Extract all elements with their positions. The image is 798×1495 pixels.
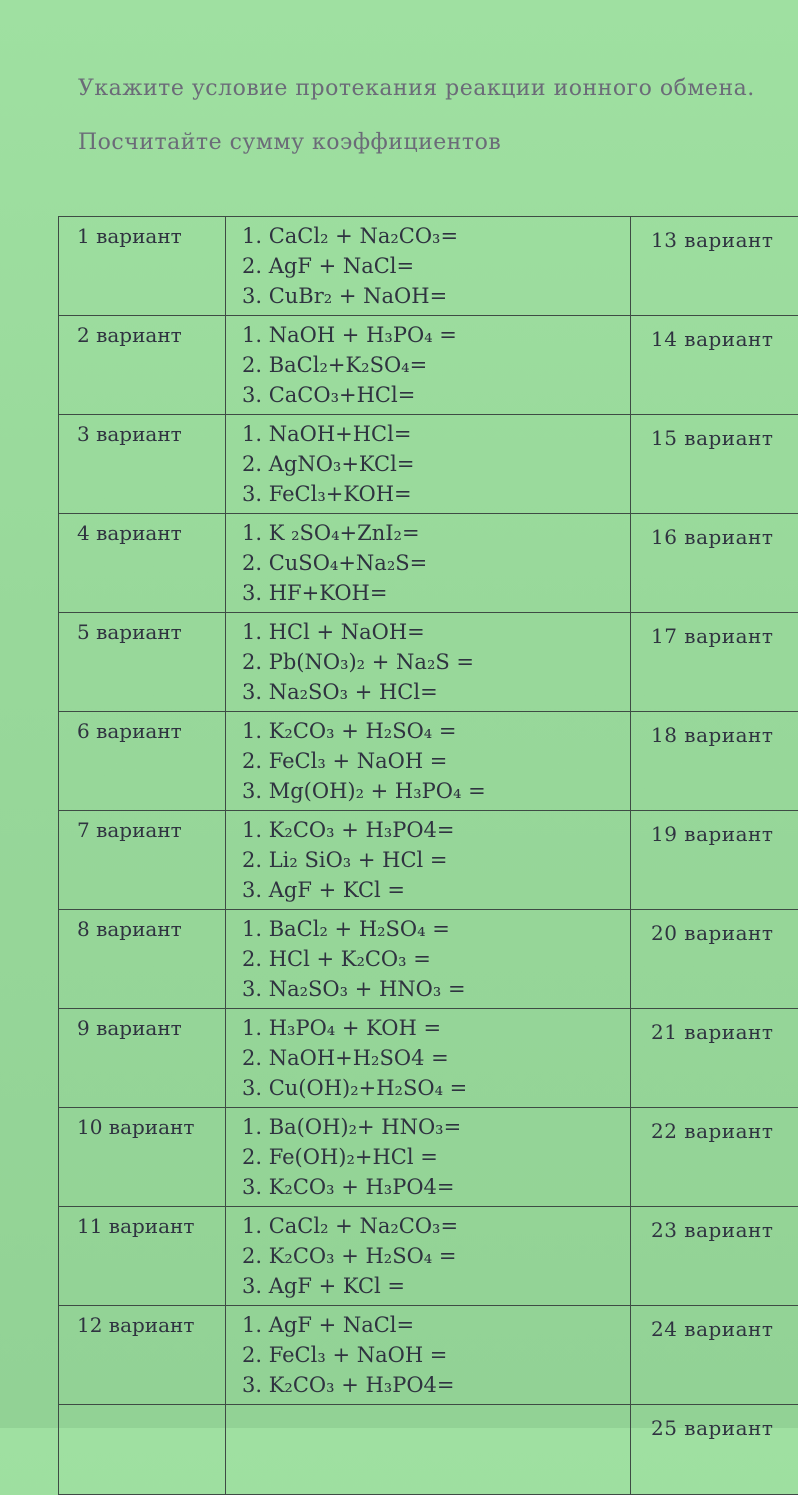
table-row — [59, 514, 798, 613]
left-variant-label: 7 вариант — [59, 811, 226, 910]
equation: 1. NaOH+HCl= — [242, 419, 622, 449]
table-row — [59, 1405, 798, 1495]
right-variant-label: 24 вариант — [631, 1306, 798, 1405]
equation: 2. BaCl₂+K₂SO₄= — [242, 350, 622, 380]
equation: 3. FeCl₃+KOH= — [242, 479, 622, 509]
variants-table — [58, 216, 798, 1495]
equation: 2. Li₂ SiO₃ + HCl = — [242, 845, 622, 875]
right-variant-label: 18 вариант — [631, 712, 798, 811]
table-row — [59, 910, 798, 1009]
equations-cell — [226, 217, 631, 316]
instruction-line-1: Укажите условие протекания реакции ионного обмена. — [78, 76, 755, 101]
left-variant-label: 6 вариант — [59, 712, 226, 811]
left-variant-label — [59, 1405, 226, 1495]
equation: 1. AgF + NaCl= — [242, 1310, 622, 1340]
equation: 3. AgF + KCl = — [242, 875, 622, 905]
equation: 3. K₂CO₃ + H₃PO4= — [242, 1370, 622, 1400]
right-variant-label: 13 вариант — [631, 217, 798, 316]
left-variant-label: 5 вариант — [59, 613, 226, 712]
equation: 3. Na₂SO₃ + HCl= — [242, 677, 622, 707]
left-variant-label: 3 вариант — [59, 415, 226, 514]
equation: 1. K₂CO₃ + H₃PO4= — [242, 815, 622, 845]
left-variant-label: 8 вариант — [59, 910, 226, 1009]
equation: 2. Fe(OH)₂+HCl = — [242, 1142, 622, 1172]
equation: 2. AgF + NaCl= — [242, 251, 622, 281]
equation: 2. K₂CO₃ + H₂SO₄ = — [242, 1241, 622, 1271]
equation: 2. FeCl₃ + NaOH = — [242, 1340, 622, 1370]
equations-cell — [226, 1108, 631, 1207]
equation: 3. HF+KOH= — [242, 578, 622, 608]
equation: 2. HCl + K₂CO₃ = — [242, 944, 622, 974]
equation: 3. K₂CO₃ + H₃PO4= — [242, 1172, 622, 1202]
equations-cell — [226, 1405, 631, 1495]
equation: 1. K₂CO₃ + H₂SO₄ = — [242, 716, 622, 746]
right-variant-label: 23 вариант — [631, 1207, 798, 1306]
equation: 3. Mg(OH)₂ + H₃PO₄ = — [242, 776, 622, 806]
equation: 1. CaCl₂ + Na₂CO₃= — [242, 1211, 622, 1241]
right-variant-label: 16 вариант — [631, 514, 798, 613]
right-variant-label: 19 вариант — [631, 811, 798, 910]
equation: 3. CuBr₂ + NaOH= — [242, 281, 622, 311]
equation: 1. Ba(OH)₂+ HNO₃= — [242, 1112, 622, 1142]
table-row — [59, 217, 798, 316]
equation: 1. NaOH + H₃PO₄ = — [242, 320, 622, 350]
table-row — [59, 316, 798, 415]
left-variant-label: 11 вариант — [59, 1207, 226, 1306]
table-row — [59, 1009, 798, 1108]
equation: 3. Cu(OH)₂+H₂SO₄ = — [242, 1073, 622, 1103]
left-variant-label: 2 вариант — [59, 316, 226, 415]
right-variant-label: 22 вариант — [631, 1108, 798, 1207]
equations-cell — [226, 910, 631, 1009]
equation: 1. H₃PO₄ + KOH = — [242, 1013, 622, 1043]
equations-cell — [226, 712, 631, 811]
table-row — [59, 1207, 798, 1306]
equation: 1. HCl + NaOH= — [242, 617, 622, 647]
equations-cell — [226, 1009, 631, 1108]
right-variant-label: 17 вариант — [631, 613, 798, 712]
equation: 3. CaCO₃+HCl= — [242, 380, 622, 410]
equation: 1. CaCl₂ + Na₂CO₃= — [242, 221, 622, 251]
table-row — [59, 415, 798, 514]
right-variant-label: 21 вариант — [631, 1009, 798, 1108]
equations-cell — [226, 1306, 631, 1405]
left-variant-label: 12 вариант — [59, 1306, 226, 1405]
equation: 2. Pb(NO₃)₂ + Na₂S = — [242, 647, 622, 677]
right-variant-label: 15 вариант — [631, 415, 798, 514]
left-variant-label: 1 вариант — [59, 217, 226, 316]
equation: 3. Na₂SO₃ + HNO₃ = — [242, 974, 622, 1004]
table-row — [59, 1108, 798, 1207]
equation: 1. K ₂SO₄+ZnI₂= — [242, 518, 622, 548]
equations-cell — [226, 415, 631, 514]
equations-cell — [226, 316, 631, 415]
right-variant-label: 14 вариант — [631, 316, 798, 415]
table-row — [59, 1306, 798, 1405]
equations-cell — [226, 613, 631, 712]
equation: 1. BaCl₂ + H₂SO₄ = — [242, 914, 622, 944]
equation: 3. AgF + KCl = — [242, 1271, 622, 1301]
equation: 2. AgNO₃+KCl= — [242, 449, 622, 479]
left-variant-label: 10 вариант — [59, 1108, 226, 1207]
equations-cell — [226, 514, 631, 613]
table-row — [59, 613, 798, 712]
table-row — [59, 811, 798, 910]
equations-cell — [226, 811, 631, 910]
left-variant-label: 9 вариант — [59, 1009, 226, 1108]
left-variant-label: 4 вариант — [59, 514, 226, 613]
right-variant-label: 25 вариант — [631, 1405, 798, 1495]
equation: 2. CuSO₄+Na₂S= — [242, 548, 622, 578]
right-variant-label: 20 вариант — [631, 910, 798, 1009]
equations-cell — [226, 1207, 631, 1306]
table-row — [59, 712, 798, 811]
instruction-line-2: Посчитайте сумму коэффициентов — [78, 130, 501, 155]
equation: 2. NaOH+H₂SO4 = — [242, 1043, 622, 1073]
equation: 2. FeCl₃ + NaOH = — [242, 746, 622, 776]
